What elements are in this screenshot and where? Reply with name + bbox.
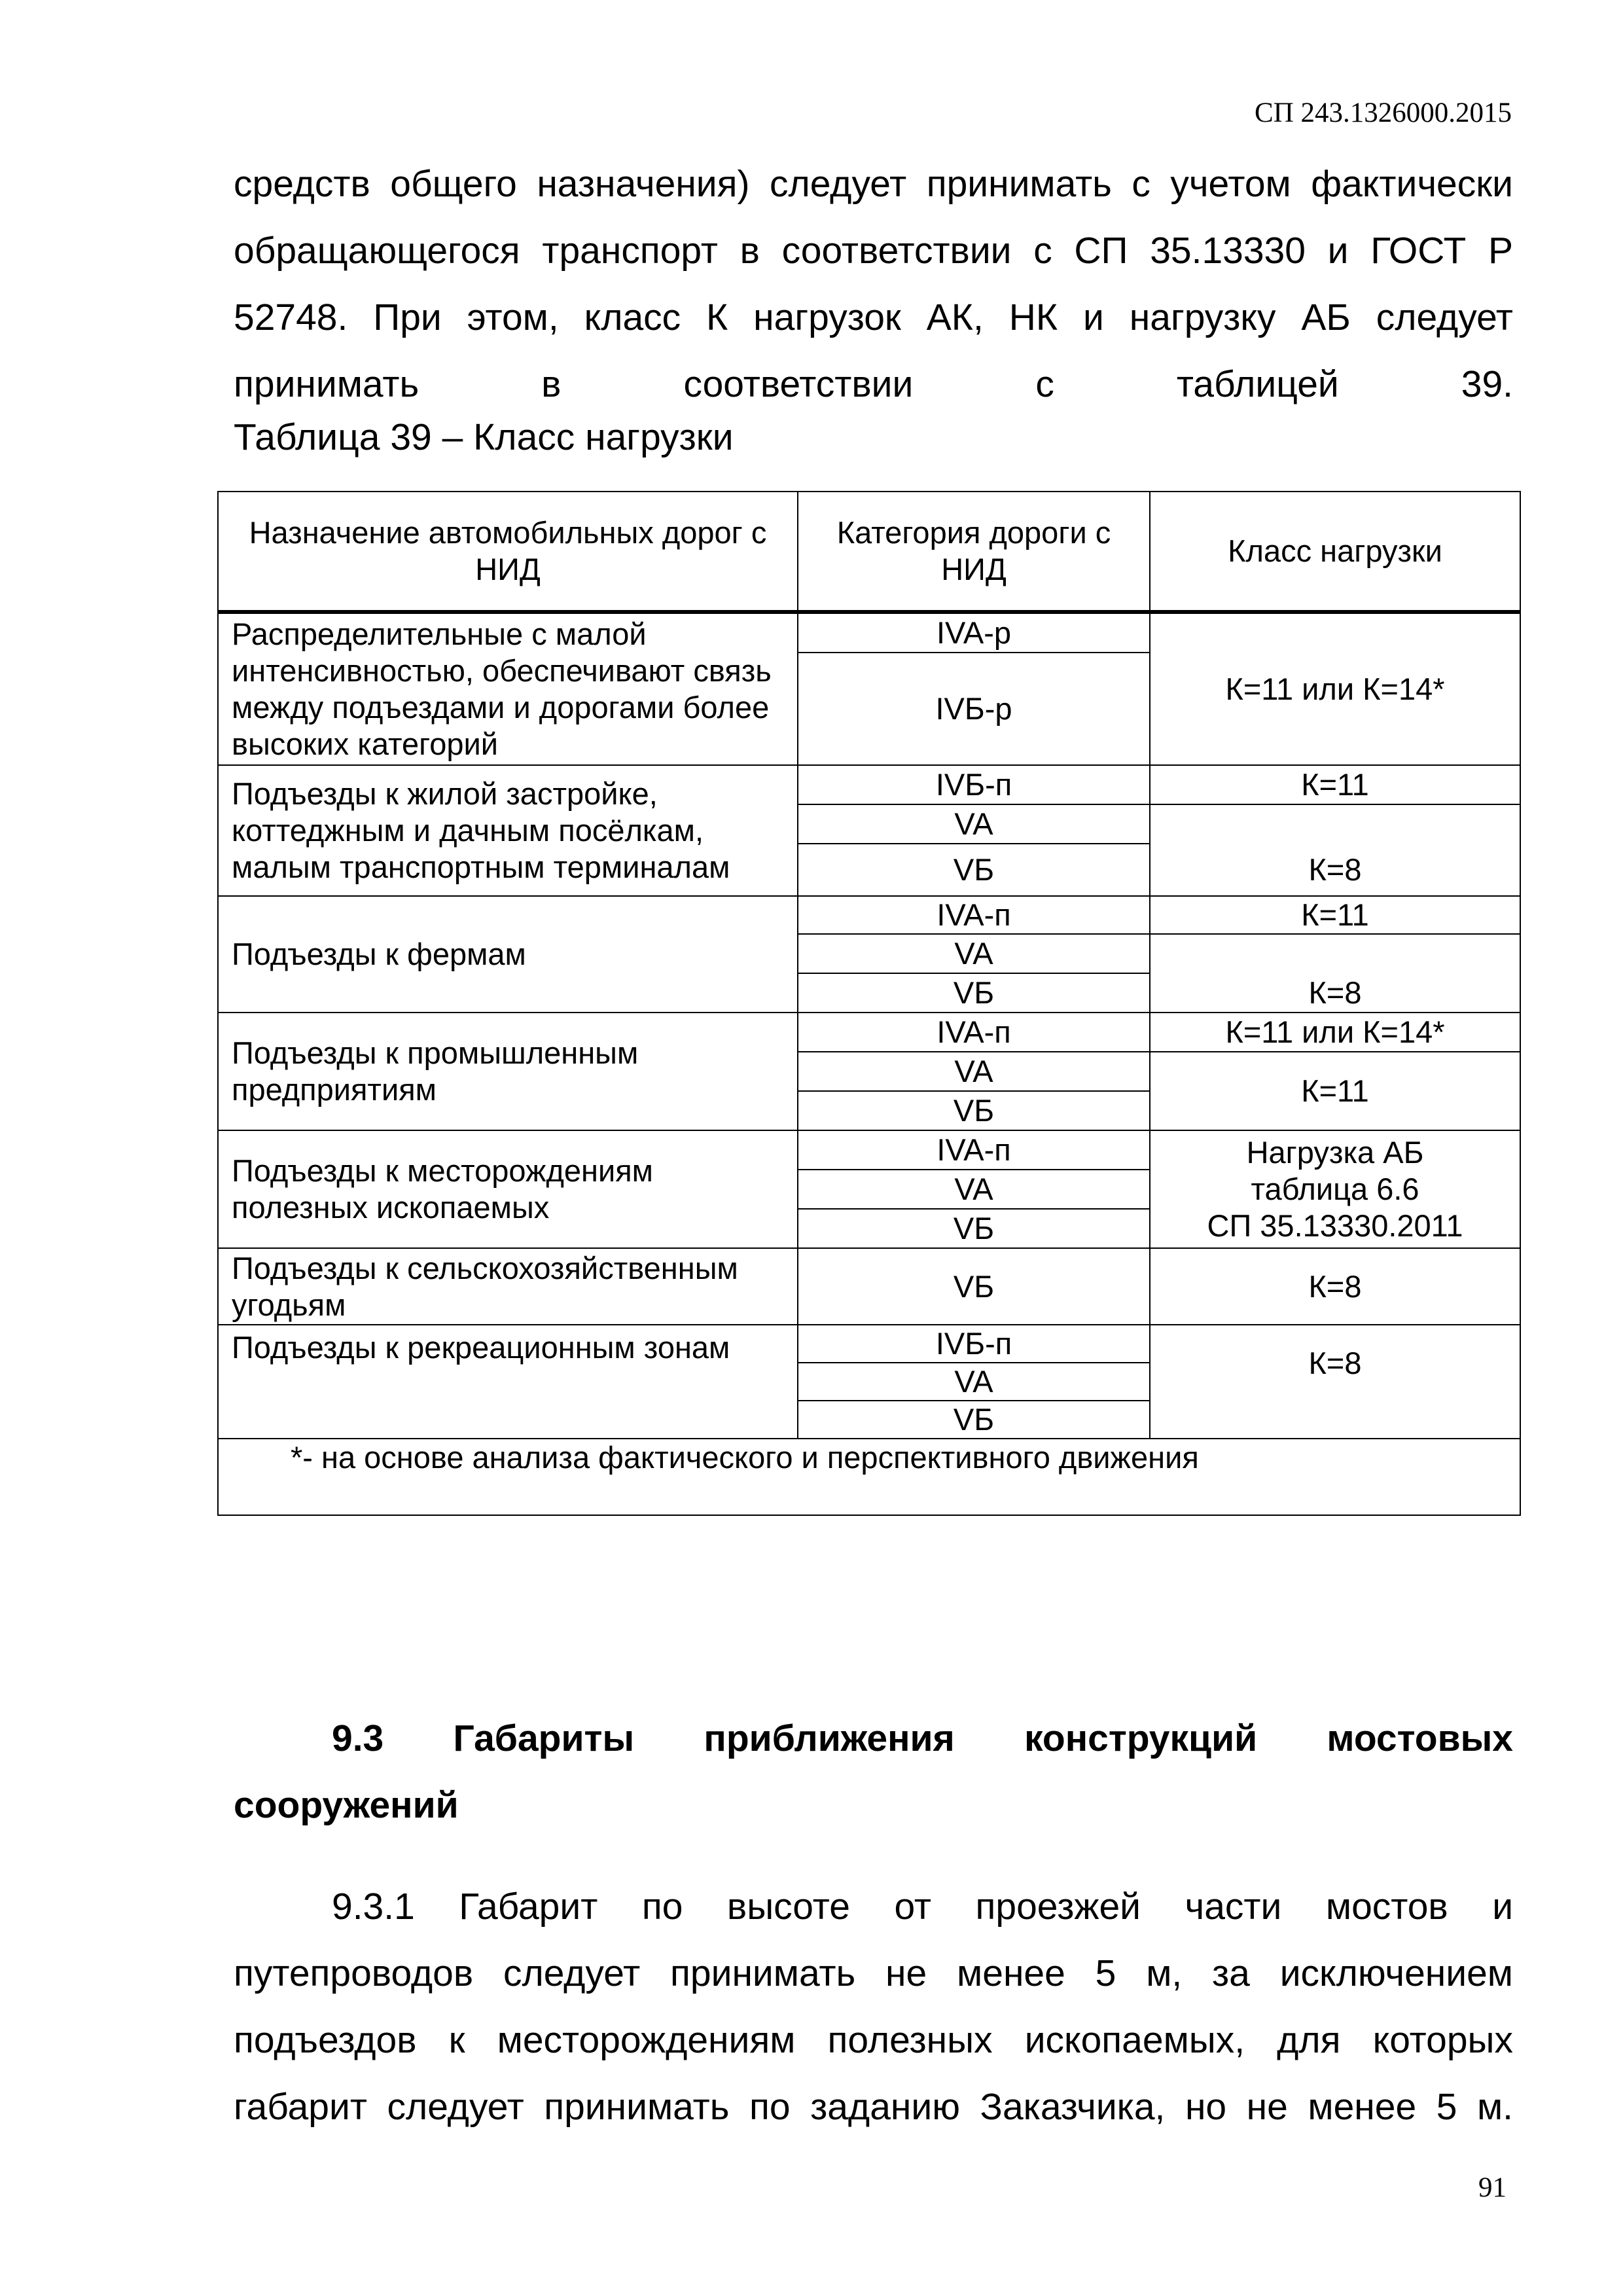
table-row xyxy=(218,612,1520,653)
clause-number: 9.3.1 xyxy=(332,1886,415,1928)
load-class-table xyxy=(217,491,1521,1516)
category-cell: VБ xyxy=(798,1209,1150,1248)
category-cell: IVБ-п xyxy=(798,765,1150,804)
clause-word: части xyxy=(1185,1886,1282,1928)
table-row xyxy=(218,1130,1520,1170)
load-cell-empty xyxy=(1150,804,1520,844)
load-cell: К=11 xyxy=(1150,1052,1520,1130)
purpose-cell: Подъезды к фермам xyxy=(218,896,798,1013)
load-cell: К=11 или К=14* xyxy=(1150,612,1520,765)
table-row xyxy=(218,1013,1520,1052)
load-line: Нагрузка АБ xyxy=(1246,1135,1424,1170)
purpose-cell: Подъезды к месторождениям полезных ископаемых xyxy=(218,1130,798,1248)
purpose-cell: Распределительные с малой интенсивностью, обеспечивают связь между подъездами и дорогами более высоких категорий xyxy=(218,612,798,765)
header-load-class: Класс нагрузки xyxy=(1150,492,1520,612)
category-cell: VБ xyxy=(798,973,1150,1013)
clause-word: Габарит xyxy=(459,1886,598,1928)
category-cell: IVБ-п xyxy=(798,1325,1150,1363)
clause-first-line xyxy=(234,1873,1513,1940)
category-cell: IVA-п xyxy=(798,1013,1150,1052)
table-row xyxy=(218,896,1520,934)
load-cell: К=11 или К=14* xyxy=(1150,1013,1520,1052)
category-cell: IVA-п xyxy=(798,896,1150,934)
clause-9-3-1 xyxy=(234,1873,1513,2140)
clause-body: путепроводов следует принимать не менее 5 м, за исключением подъездов к месторождениям полезных ископаемых, для которых габарит следует принимать по заданию Заказчика, но не менее 5 м. xyxy=(234,1952,1513,2128)
purpose-cell: Подъезды к рекреационным зонам xyxy=(218,1325,798,1439)
load-cell: К=11 xyxy=(1150,896,1520,934)
document-code: СП 243.1326000.2015 xyxy=(1255,98,1512,128)
clause-word: проезжей xyxy=(975,1886,1141,1928)
section-word: конструкций xyxy=(1024,1717,1258,1759)
clause-word: от xyxy=(894,1886,931,1928)
table-caption: Таблица 39 – Класс нагрузки xyxy=(234,416,734,458)
table-footnote-row xyxy=(218,1439,1520,1515)
purpose-cell: Подъезды к жилой застройке, коттеджным и дачным посёлкам, малым транспортным терминалам xyxy=(218,765,798,896)
intro-paragraph: средств общего назначения) следует принимать с учетом фактически обращающегося транспорт в соответствии с СП 35.13330 и ГОСТ Р 52748. При этом, класс К нагрузок АК, НК и нагрузку АБ следует принимать в соответствии с таблицей 39. xyxy=(234,163,1513,405)
header-purpose: Назначение автомобильных дорог с НИД xyxy=(218,492,798,612)
page-number: 91 xyxy=(1478,2172,1507,2203)
category-cell: VБ xyxy=(798,1248,1150,1325)
load-cell: К=8 xyxy=(1150,1248,1520,1325)
table-row xyxy=(218,1325,1520,1363)
section-heading xyxy=(234,1705,1513,1839)
load-line: таблица 6.6 xyxy=(1251,1172,1419,1206)
clause-word: и xyxy=(1492,1886,1514,1928)
load-line: СП 35.13330.2011 xyxy=(1207,1208,1463,1243)
table-header-row xyxy=(218,492,1520,612)
category-cell: VA xyxy=(798,804,1150,844)
table-row xyxy=(218,765,1520,804)
table-footnote: *- на основе анализа фактического и перспективного движения xyxy=(218,1439,1520,1515)
table-row xyxy=(218,1248,1520,1325)
load-cell-empty xyxy=(1150,934,1520,973)
category-cell: VA xyxy=(798,1052,1150,1091)
clause-word: мостов xyxy=(1325,1886,1448,1928)
load-cell: К=8 xyxy=(1150,1325,1520,1439)
section-word: приближения xyxy=(704,1717,955,1759)
load-cell: К=11 xyxy=(1150,765,1520,804)
purpose-cell: Подъезды к промышленным предприятиям xyxy=(218,1013,798,1130)
load-cell: К=8 xyxy=(1150,844,1520,896)
category-cell: IVA-п xyxy=(798,1130,1150,1170)
section-number: 9.3 xyxy=(332,1717,384,1759)
category-cell: IVA-р xyxy=(798,612,1150,653)
category-cell: VБ xyxy=(798,1091,1150,1130)
section-word: Габариты xyxy=(453,1717,635,1759)
category-cell: VA xyxy=(798,934,1150,973)
category-cell: VA xyxy=(798,1170,1150,1209)
category-cell: IVБ-р xyxy=(798,653,1150,765)
purpose-cell: Подъезды к сельскохозяйственным угодьям xyxy=(218,1248,798,1325)
section-heading-line1 xyxy=(234,1705,1513,1772)
category-cell: VБ xyxy=(798,1401,1150,1439)
clause-word: по xyxy=(641,1886,683,1928)
section-word: мостовых xyxy=(1327,1717,1514,1759)
clause-word: высоте xyxy=(726,1886,850,1928)
load-cell xyxy=(1150,1130,1520,1248)
category-cell: VБ xyxy=(798,844,1150,896)
section-heading-line2: сооружений xyxy=(234,1784,459,1826)
header-category: Категория дороги с НИД xyxy=(798,492,1150,612)
category-cell: VA xyxy=(798,1363,1150,1401)
load-cell: К=8 xyxy=(1150,973,1520,1013)
